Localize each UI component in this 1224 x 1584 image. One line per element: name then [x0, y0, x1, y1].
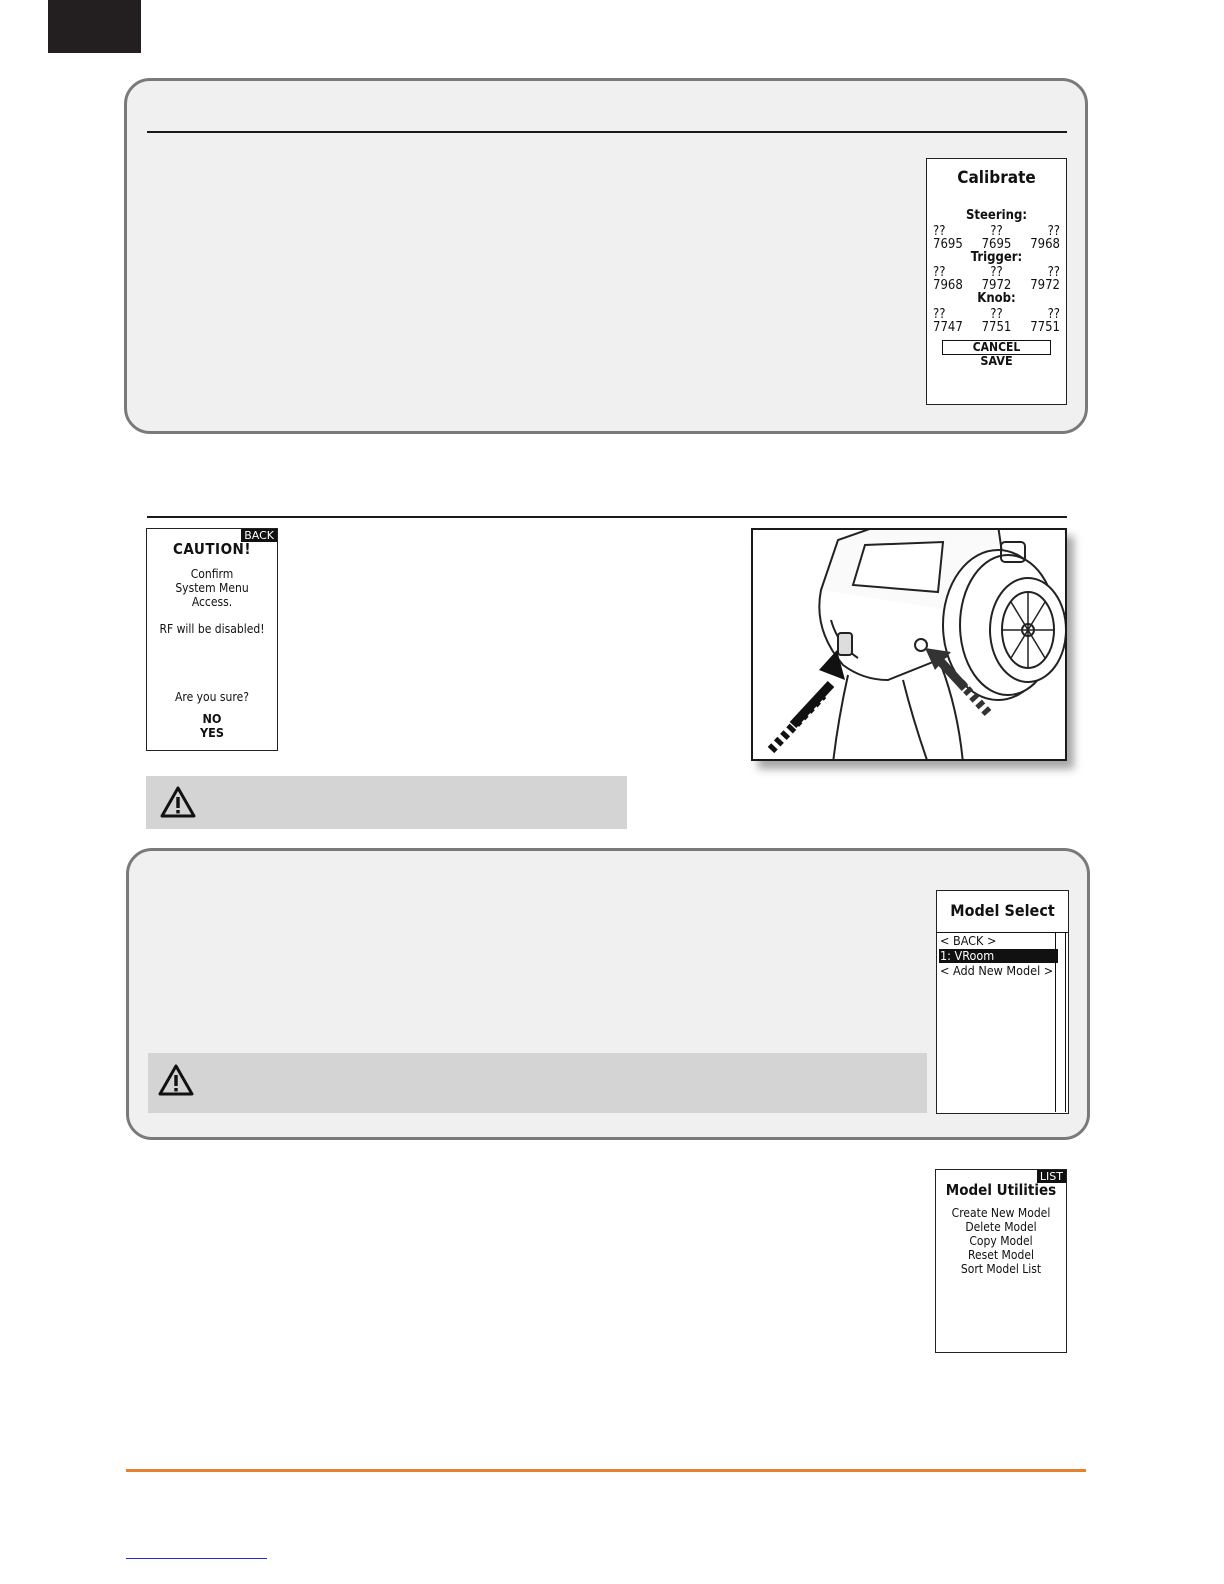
pointer-arrow-icon — [771, 650, 845, 750]
steering-value: 7968 — [1030, 237, 1060, 252]
page-tab-block — [48, 0, 141, 53]
calibrate-screen — [926, 158, 1067, 405]
model-select-title: Model Select — [950, 901, 1055, 920]
back-tag[interactable]: BACK — [241, 529, 277, 542]
warning-triangle-icon — [159, 785, 197, 819]
transmitter-drawing — [753, 530, 1067, 761]
trigger-mark: ?? — [933, 265, 946, 280]
trigger-mark: ?? — [1047, 265, 1060, 280]
model-list-item-add[interactable]: < Add New Model > — [940, 963, 1054, 978]
model-list-item-back[interactable]: < BACK > — [940, 933, 997, 948]
caution-title: CAUTION! — [173, 540, 251, 558]
knob-value: 7751 — [1030, 320, 1060, 335]
save-button[interactable]: SAVE — [980, 353, 1013, 368]
calibrate-section-rule — [147, 131, 1067, 133]
utility-item[interactable]: Sort Model List — [960, 1262, 1042, 1276]
cancel-button[interactable]: CANCEL — [942, 340, 1051, 355]
knob-label: Knob: — [977, 291, 1016, 306]
knob-mark: ?? — [933, 307, 946, 322]
calibrate-title: Calibrate — [957, 168, 1036, 188]
system-section-rule — [147, 516, 1067, 518]
caution-screen — [146, 528, 278, 751]
model-list-scrollbar[interactable] — [1055, 933, 1066, 1112]
no-button[interactable]: NO — [202, 711, 222, 726]
model-warning-bar — [148, 1053, 927, 1113]
rf-warning: RF will be disabled! — [159, 622, 265, 636]
trigger-value: 7972 — [1030, 278, 1060, 293]
knob-value: 7751 — [981, 320, 1012, 335]
knob-values-row — [933, 321, 1060, 334]
utility-item[interactable]: Copy Model — [969, 1234, 1033, 1248]
trigger-value: 7968 — [933, 278, 963, 293]
confirm-question: Are you sure? — [175, 690, 249, 704]
model-utilities-screen — [935, 1169, 1067, 1353]
trigger-label: Trigger: — [970, 250, 1023, 265]
transmitter-illustration — [751, 528, 1067, 761]
warning-triangle-icon — [157, 1063, 195, 1097]
steering-mark: ?? — [933, 224, 946, 239]
caution-line3: Access. — [191, 595, 233, 609]
caution-line2: System Menu — [175, 581, 249, 595]
utility-item[interactable]: Create New Model — [951, 1206, 1051, 1220]
steering-mark: ?? — [1047, 224, 1060, 239]
trigger-mark: ?? — [990, 265, 1003, 280]
model-utilities-title: Model Utilities — [945, 1181, 1057, 1199]
steering-value: 7695 — [981, 237, 1012, 252]
steering-label: Steering: — [965, 208, 1028, 223]
steering-value: 7695 — [933, 237, 963, 252]
yes-button[interactable]: YES — [200, 725, 224, 740]
steering-mark: ?? — [990, 224, 1003, 239]
system-warning-bar — [146, 776, 627, 829]
knob-value: 7747 — [933, 320, 963, 335]
footer-accent-rule — [126, 1469, 1086, 1472]
utility-item[interactable]: Reset Model — [968, 1248, 1034, 1262]
trigger-value: 7972 — [981, 278, 1012, 293]
list-tag[interactable]: LIST — [1037, 1170, 1066, 1183]
caution-line1: Confirm — [190, 567, 234, 581]
footer-link-underline[interactable] — [126, 1558, 267, 1559]
utility-item[interactable]: Delete Model — [965, 1220, 1037, 1234]
knob-mark: ?? — [990, 307, 1003, 322]
model-list-item-selected[interactable]: 1: VRoom — [939, 949, 1058, 963]
model-select-screen — [936, 890, 1069, 1114]
knob-mark: ?? — [1047, 307, 1060, 322]
